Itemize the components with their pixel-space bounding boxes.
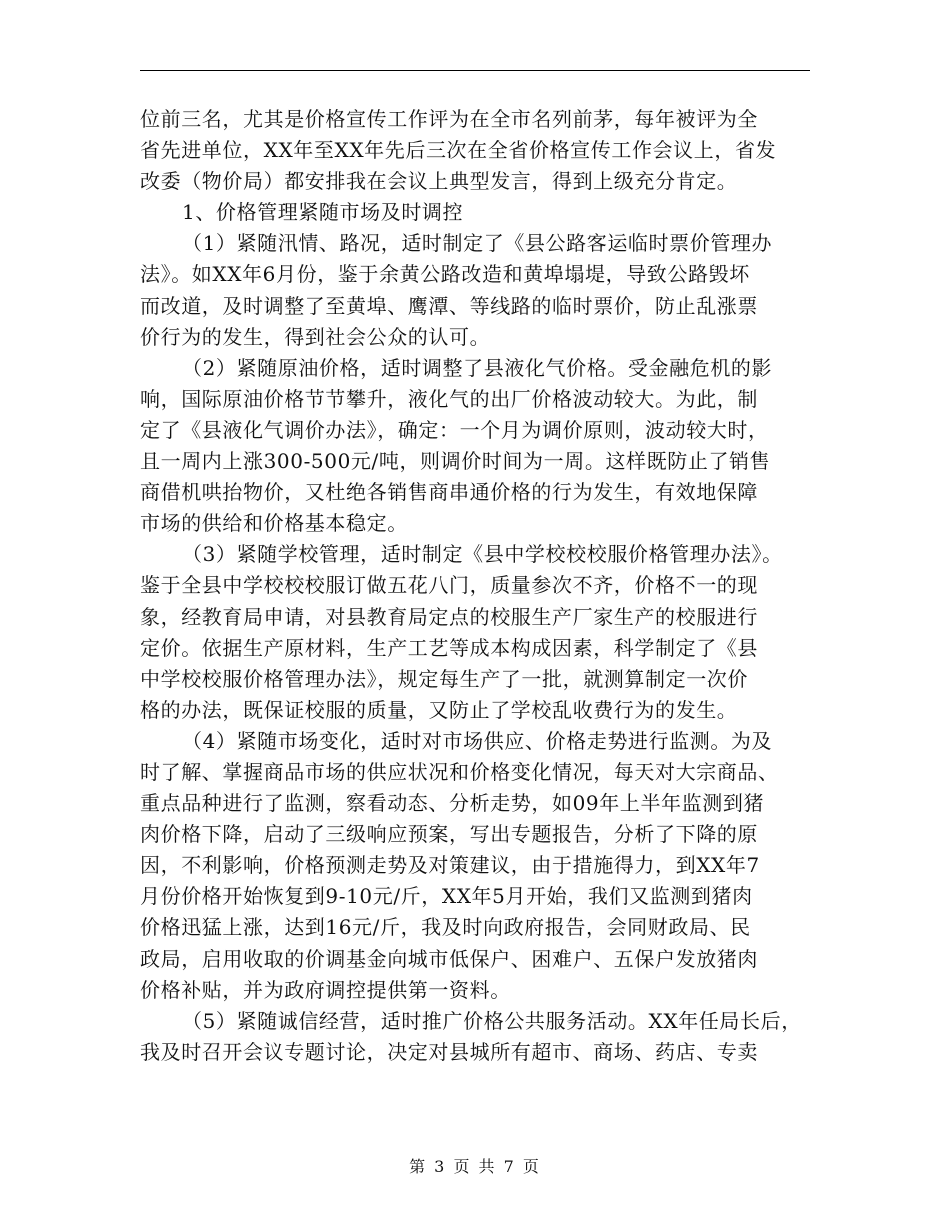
text-line: 位前三名，尤其是价格宣传工作评为在全市名列前茅，每年被评为全 <box>140 107 758 131</box>
text-line: 我及时召开会议专题讨论，决定对县城所有超市、商场、药店、专卖 <box>140 1039 758 1064</box>
text-line: 政局，启用收取的价调基金向城市低保户、困难户、五保户发放猪肉 <box>140 946 758 971</box>
text-line: 商借机哄抬物价，又杜绝各销售商串通价格的行为发生，有效地保障 <box>140 480 758 505</box>
text-line: 定了《县液化气调价办法》，确定：一个月为调价原则，波动较大时， <box>140 417 769 442</box>
text-line: 且一周内上涨300-500元/吨，则调价时间为一周。这样既防止了销售 <box>140 449 771 474</box>
text-line: 改委（物价局）都安排我在会议上典型发言，得到上级充分肯定。 <box>140 169 738 194</box>
text-line: 因，不利影响，价格预测走势及对策建议，由于措施得力，到XX年7 <box>140 853 760 878</box>
text-line: 月份价格开始恢复到9-10元/斤，XX年5月开始，我们又监测到猪肉 <box>140 884 753 909</box>
text-line: 价格补贴，并为政府调控提供第一资料。 <box>140 977 511 1002</box>
document-body <box>140 104 830 1068</box>
text-line: 1、价格管理紧随市场及时调控 <box>182 200 464 225</box>
header-rule <box>140 70 810 71</box>
text-line: 价行为的发生，得到社会公众的认可。 <box>140 324 491 349</box>
text-line: 价格迅猛上涨，达到16元/斤，我及时向政府报告，会同财政局、民 <box>140 915 751 940</box>
text-line: （2）紧随原油价格，适时调整了县液化气价格。受金融危机的影 <box>182 355 773 380</box>
text-line: 而改道，及时调整了至黄埠、鹰潭、等线路的临时票价，防止乱涨票 <box>140 293 758 318</box>
text-line: 格的办法，既保证校服的质量，又防止了学校乱收费行为的发生。 <box>140 697 738 722</box>
text-line: （4）紧随市场变化，适时对市场供应、价格走势进行监测。为及 <box>182 728 773 753</box>
text-line: 时了解、掌握商品市场的供应状况和价格变化情况，每天对大宗商品、 <box>140 759 779 784</box>
text-line: 肉价格下降，启动了三级响应预案，写出专题报告，分析了下降的原 <box>140 822 758 847</box>
text-line: 市场的供给和价格基本稳定。 <box>140 511 408 536</box>
text-line: 省先进单位，XX年至XX年先后三次在全省价格宣传工作会议上，省发 <box>140 138 777 163</box>
text-line: （1）紧随汛情、路况，适时制定了《县公路客运临时票价管理办 <box>182 231 773 256</box>
text-line: 象，经教育局申请，对县教育局定点的校服生产厂家生产的校服进行 <box>140 604 758 629</box>
text-line: 响，国际原油价格节节攀升，液化气的出厂价格波动较大。为此，制 <box>140 386 758 411</box>
text-line: （3）紧随学校管理，适时制定《县中学校校校服价格管理办法》。 <box>182 542 783 567</box>
text-line: 定价。依据生产原材料，生产工艺等成本构成因素，科学制定了《县 <box>140 635 758 660</box>
text-line: 中学校校服价格管理办法》，规定每生产了一批，就测算制定一次价 <box>140 666 748 691</box>
text-line: 鉴于全县中学校校校服订做五花八门，质量参次不齐，价格不一的现 <box>140 573 758 598</box>
page-footer: 第 3 页 共 7 页 <box>409 1157 541 1176</box>
text-line: 法》。如XX年6月份，鉴于余黄公路改造和黄埠塌堤，导致公路毁坏 <box>140 262 750 287</box>
text-line: （5）紧随诚信经营，适时推广价格公共服务活动。XX年任局长后， <box>182 1008 802 1033</box>
text-line: 重点品种进行了监测，察看动态、分析走势，如09年上半年监测到猪 <box>140 791 765 816</box>
